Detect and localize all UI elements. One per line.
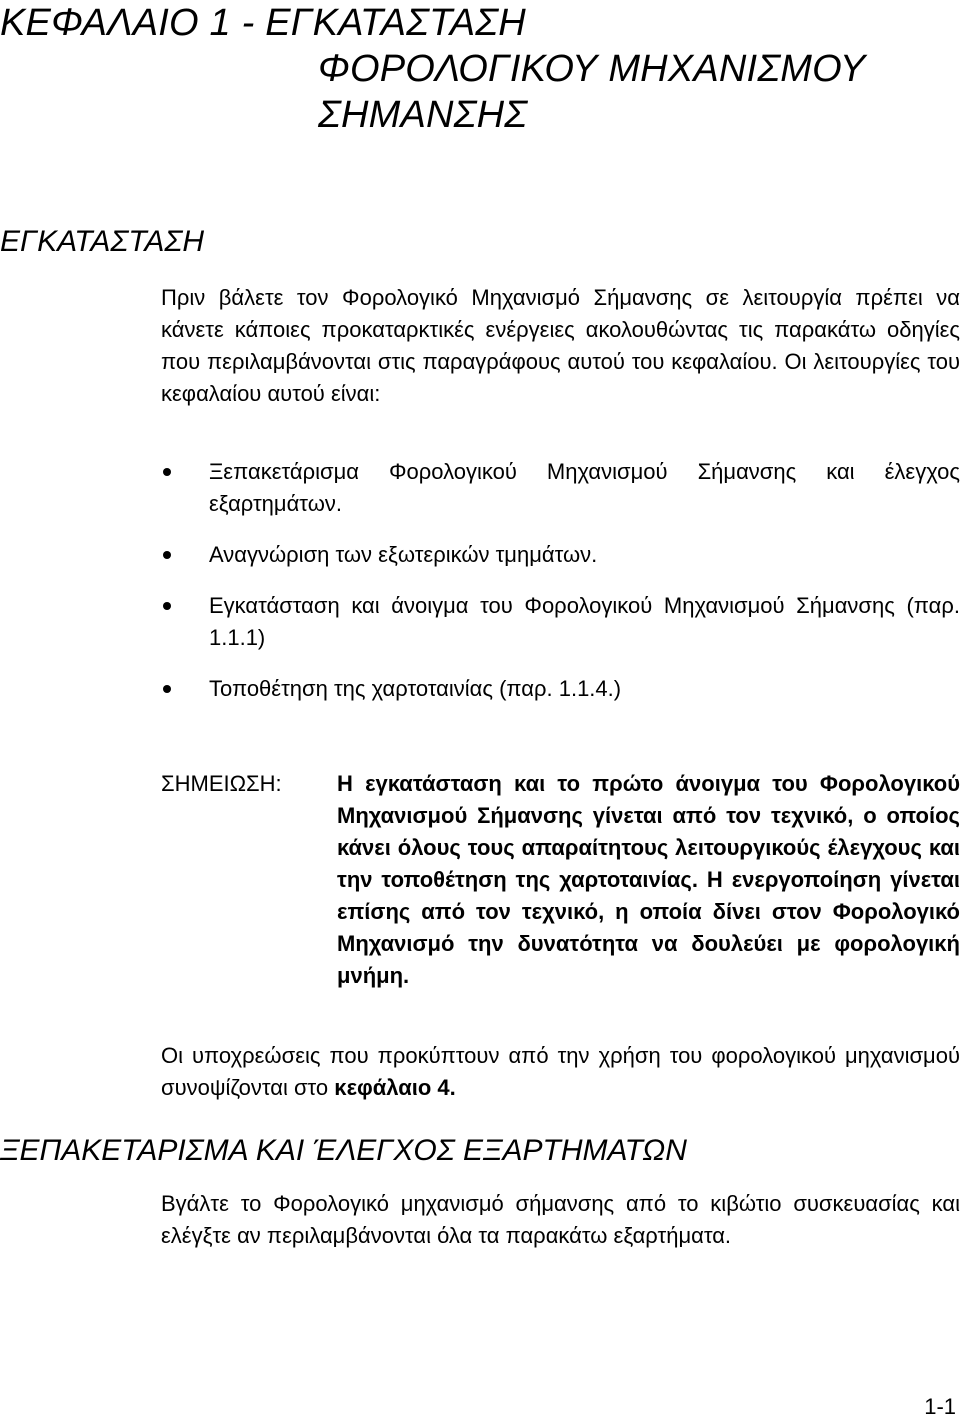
obligations-chapter-reference: κεφάλαιο 4.	[334, 1075, 456, 1100]
note-block	[161, 768, 960, 992]
obligations-text: Οι υποχρεώσεις που προκύπτουν από την χρήση του φορολογικού μηχανισμού συνοψίζονται στο	[161, 1043, 960, 1100]
installation-intro: Πριν βάλετε τον Φορολογικό Μηχανισμό Σήμανσης σε λειτουργία πρέπει να κάνετε κάποιες προκαταρκτικές ενέργειες ακολουθώντας τις παρακάτω οδηγίες που περιλαμβάνονται στις παραγράφους αυτού του κεφαλαίου. Οι λειτουργίες του κεφαλαίου αυτού είναι:	[161, 285, 960, 406]
unpacking-paragraph: Βγάλτε το Φορολογικό μηχανισμό σήμανσης από το κιβώτιο συσκευασίας και ελέγξτε αν περιλαμβάνονται όλα τα παρακάτω εξαρτήματα.	[161, 1191, 960, 1248]
list-item	[161, 539, 960, 571]
bullet-text: Τοποθέτηση της χαρτοταινίας (παρ. 1.1.4.)	[209, 676, 622, 701]
chapter-title-line-2: ΦΟΡΟΛΟΓΙΚΟΥ ΜΗΧΑΝΙΣΜΟΥ	[318, 48, 866, 90]
chapter-title-line-1: ΚΕΦΑΛΑΙΟ 1 - ΕΓΚΑΤΑΣΤΑΣΗ	[0, 2, 526, 44]
installation-heading: ΕΓΚΑΤΑΣΤΑΣΗ	[0, 225, 205, 258]
list-item	[161, 673, 960, 705]
chapter-title	[0, 0, 865, 138]
page-number: 1-1	[924, 1394, 956, 1419]
note-text: Η εγκατάσταση και το πρώτο άνοιγμα του Φορολογικού Μηχανισμού Σήμανσης γίνεται από τον τεχνικό, ο οποίος κάνει όλους τους απαραίτητους λειτουργικούς έλεγχους και την τοποθέτηση της χαρτοταινίας. Η ενεργοποίηση γίνεται επίσης από τον τεχνικό, η οποία δίνει στον Φορολογικό Μηχανισμό την δυνατότητα να δουλεύει με φορολογική μνήμη.	[337, 771, 960, 988]
bullet-text: Ξεπακετάρισμα Φορολογικού Μηχανισμού Σήμανσης και έλεγχος εξαρτημάτων.	[209, 459, 960, 516]
bullet-text: Αναγνώριση των εξωτερικών τμημάτων.	[209, 542, 598, 567]
installation-bullet-list	[161, 456, 960, 724]
list-item	[161, 456, 960, 520]
list-item	[161, 590, 960, 654]
bullet-icon	[163, 468, 171, 476]
bullet-icon	[163, 602, 171, 610]
bullet-text: Εγκατάσταση και άνοιγμα του Φορολογικού Μηχανισμού Σήμανσης (παρ. 1.1.1)	[209, 593, 960, 650]
unpacking-heading: ΞΕΠΑΚΕΤΑΡΙΣΜΑ ΚΑΙ ΈΛΕΓΧΟΣ ΕΞΑΡΤΗΜΑΤΩΝ	[0, 1134, 687, 1167]
chapter-title-line-3: ΣΗΜΑΝΣΗΣ	[318, 94, 528, 136]
note-label: ΣΗΜΕΙΩΣΗ:	[161, 771, 282, 796]
bullet-icon	[163, 685, 171, 693]
bullet-icon	[163, 551, 171, 559]
obligations-paragraph	[161, 1040, 960, 1104]
